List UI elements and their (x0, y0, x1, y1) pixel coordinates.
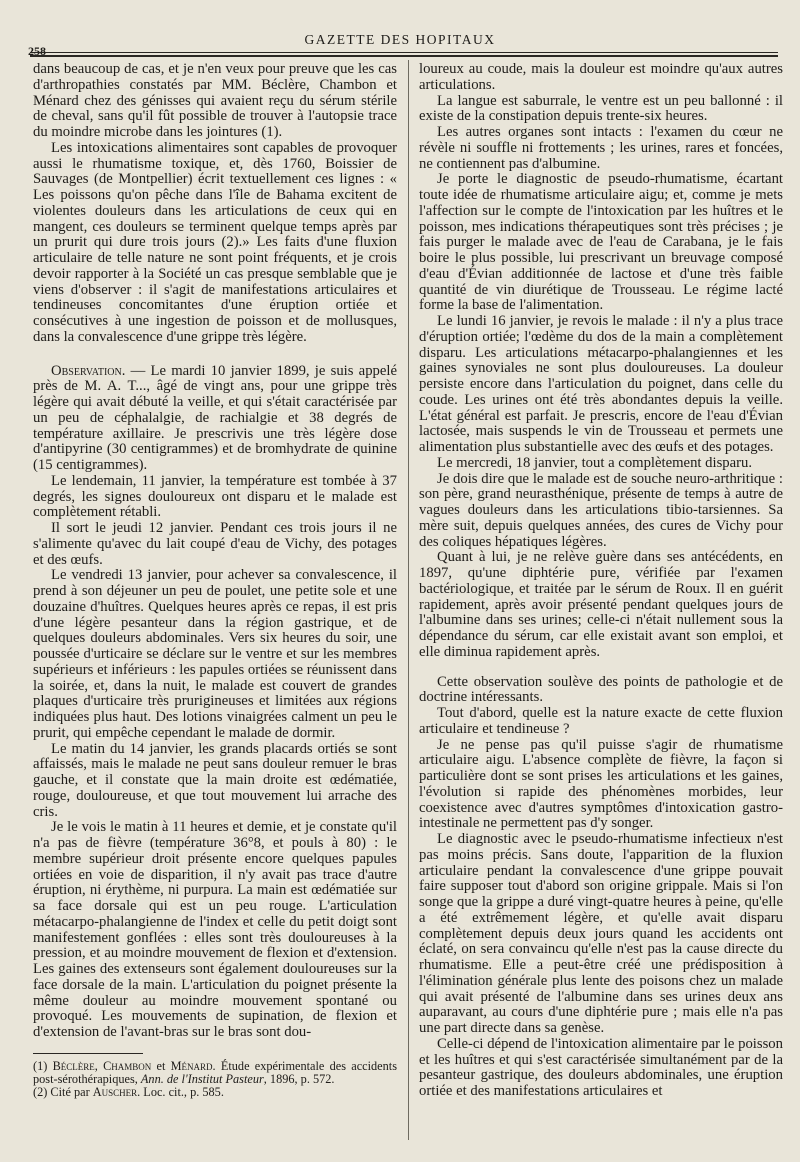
footnote-2 (33, 1086, 397, 1099)
paragraph: Cette observation soulève des points de pathologie et de doctrine intéressants. (419, 673, 783, 706)
right-column (419, 62, 783, 1100)
footnote-author: Béclère (52, 1058, 95, 1073)
paragraph: Le mercredi, 18 janvier, tout a complètement disparu. (437, 454, 753, 471)
observation-text: — Le mardi 10 janvier 1899, je suis appelé près de M. A. T..., âgé de vingt ans, pour une grippe très légère qui avait débuté la veille, et qui s'était caractérisée par un peu de céphalalgie, de rachialgie et 38 degrés de température axillaire. Je prescrivis une très légère dose d'antipyrine (30 centigrammes) et de bromhydrate de quinine (15 centigrammes). (33, 362, 397, 473)
footnote-separator: , (94, 1058, 104, 1073)
footnote-author: Auscher (92, 1084, 138, 1099)
footnote-text: . Étude expérimentale des accidents post-sérothérapiques, (33, 1058, 397, 1086)
paragraph: La langue est saburrale, le ventre est un peu ballonné : il existe de la constipation depuis trente-six heures. (419, 92, 783, 125)
paragraph: Je le vois le matin à 11 heures et demie, et je constate qu'il n'a pas de fièvre (température 36°8, et pouls à 80) : le membre supérieur droit présente encore quelques papules ortiées en voie de disparition, il n'y avait pas trace d'autre éruption, ni érythème, ni purpura. La main est œdématiée sur sa face dorsale qui est un peu rouge. L'articulation métacarpo-phalangienne de l'index et celle du petit doigt sont manifestement gonflées : elles sont très douloureuses à la pression, et au moindre mouvement de flexion et d'extension. Les gaines des extenseurs sont également douloureuses sur la face dorsale de la main. L'articulation du poignet présente la même douleur au moindre mouvement spontané ou provoqué. Les mouvements de supination, de flexion et d'extension de l'avant-bras sur le bras sont dou- (33, 819, 397, 1040)
footnote-text: (2) Cité par (33, 1084, 93, 1099)
left-column (33, 62, 397, 1099)
footnote-separator: et (151, 1058, 171, 1073)
footnote-rule (33, 1053, 143, 1054)
header-rule (30, 52, 778, 53)
paragraph: Le lendemain, 11 janvier, la température est tombée à 37 degrés, les signes douloureux ont disparu et le malade est complètement rétabli. (33, 472, 397, 521)
footnote-text: . Loc. cit., p. 585. (137, 1084, 224, 1099)
observation-label: Observation. (51, 362, 126, 379)
journal-title: GAZETTE DES HOPITAUX (304, 32, 496, 47)
footnote-marker: (1) (33, 1058, 53, 1073)
footnote-journal: Ann. de l'Institut Pasteur (140, 1071, 264, 1086)
paragraph: Celle-ci dépend de l'intoxication alimentaire par le poisson et les huîtres et qui s'est caractérisée simultanément par de la pesanteur gastrique, des douleurs abdominales, une éruption ortiée et des manifestations articulaires et (419, 1035, 783, 1099)
paragraph: Je ne pense pas qu'il puisse s'agir de rhumatisme articulaire aigu. L'absence complète de fièvre, la façon si particulière dont se sont prises les articulations et les gaines, l'évolution si rapide des phénomènes morbides, leur coexistence avec d'autres symptômes d'intoxication gastro-intestinale ne permettent pas d'y songer. (419, 736, 783, 832)
paragraph: Le matin du 14 janvier, les grands placards ortiés se sont affaissés, mais le malade ne peut sans douleur remuer le bras gauche, et il constate que la main droite est œdématiée, rouge, douloureuse, et que tout mouvement lui arrache des cris. (33, 740, 397, 820)
footnote-text: , 1896, p. 572. (263, 1071, 335, 1086)
footnote-author: Chambon (103, 1058, 152, 1073)
paragraph: Tout d'abord, quelle est la nature exacte de cette fluxion articulaire et tendineuse ? (419, 705, 783, 737)
paragraph: Le lundi 16 janvier, je revois le malade : il n'y a plus trace d'éruption ortiée; l'œdème du dos de la main a complètement disparu. Les articulations métacarpo-phalangiennes et les gaines synoviales ne sont plus douloureuses. La douleur persiste encore dans l'articulation du poignet, dans celle du coude. Les urines ont été très abondantes depuis la veille. L'état général est parfait. Je prescris, encore de l'eau d'Évian lactosée, mais suspends le vin de Trousseau et permets une alimentation plus substantielle avec des œufs et des potages. (419, 313, 783, 455)
paragraph: Les intoxications alimentaires sont capables de provoquer aussi le rhumatisme toxique, et, dès 1760, Boissier de Sauvages (de Montpellier) écrit textuellement ces lignes : « Les poissons qu'on pêche dans l'île de Bahama excitent de violentes douleurs dans les articulations de ceux qui en mangent, ces douleurs se terminent quelque temps après par un prurit qui dure trois jours (2).» Les faits d'une fluxion articulaire de telle nature ne sont point fréquents, et je crois devoir rapporter à la Société un cas presque semblable que je viens d'observer : il s'agit de manifestations articulaires et tendineuses concomitantes d'une éruption ortiée et consécutives à une ingestion de poisson et de mollusques, dans la convalescence d'une grippe très légère. (33, 139, 397, 345)
footnote-author: Ménard (170, 1058, 213, 1073)
footnote-1 (33, 1060, 397, 1086)
paragraph: Il sort le jeudi 12 janvier. Pendant ces trois jours il ne s'alimente qu'avec du lait coupé d'eau de Vichy, des potages et des œufs. (33, 520, 397, 568)
paragraph: loureux au coude, mais la douleur est moindre qu'aux autres articulations. (419, 61, 783, 93)
paragraph: Le diagnostic avec le pseudo-rhumatisme infectieux n'est pas moins précis. Sans doute, l'apparition de la fluxion articulaire pendant la convalescence d'une grippe pouvait faire supposer tout d'abord son origine grippale. Mais si l'on songe que la grippe a duré vingt-quatre heures à peine, qu'elle a été extrêmement légère, et qu'elle avait disparu complètement depuis deux jours quand les accidents ont éclaté, on sera convaincu qu'elle n'est pas la cause directe du rhumatisme. Elle a peut-être créé une prédisposition à l'élimination générale plus lente des poisons chez un malade qui avait présenté de l'albumine dans ses urines deux ans auparavant, au cours d'une diphtérie pure ; mais elle n'a pas une part directe dans sa genèse. (419, 831, 783, 1036)
paragraph: Je dois dire que le malade est de souche neuro-arthritique : son père, grand neurasthénique, présente de temps à autre de vagues douleurs dans les articulations tibio-tarsiennes. Sa mère suit, depuis quelques années, des cures de Vichy pour des coliques hépatiques légères. (419, 470, 783, 550)
paragraph: Le vendredi 13 janvier, pour achever sa convalescence, il prend à son déjeuner un peu de poulet, une petite sole et une douzaine d'huîtres. Quelques heures après ce repas, il est pris d'une légère pesanteur dans la région gastrique, et de quelques douleurs abdominales. Vers six heures du soir, une poussée d'urticaire se déclare sur le ventre et sur les membres supérieurs et inférieurs : les papules ortiées se réunissent dans la soirée, et, dans la nuit, le malade est couvert de grandes plaques d'urticaire très prurigineuses et limitées aux régions indiquées plus haut. Des lotions vinaigrées calment un peu le prurit, qui empêche cependant le malade de dormir. (33, 567, 397, 741)
page-number: 258 (28, 44, 46, 58)
paragraph: dans beaucoup de cas, et je n'en veux pour preuve que les cas d'arthropathies constatés par MM. Béclère, Chambon et Ménard chez des génisses qui avaient reçu du sérum stérile de cheval, sans qu'il fût possible de trouver à l'autopsie trace du moindre microbe dans les jointures (1). (33, 61, 397, 140)
paragraph: Quant à lui, je ne relève guère dans ses antécédents, en 1897, qu'une diphtérie pure, vérifiée par l'examen bactériologique, et traitée par le sérum de Roux. Il en guérit rapidement, après avoir présenté pendant quelques jours de l'albumine dans ses urines; celle-ci n'était nullement sous la dépendance du sérum, car elle existait avant son emploi, et elle diminua rapidement après. (419, 549, 783, 660)
column-divider (408, 60, 409, 1140)
observation-paragraph (33, 364, 397, 474)
header-rule-thick (30, 55, 778, 57)
paragraph: Je porte le diagnostic de pseudo-rhumatisme, écartant toute idée de rhumatisme articulaire aigu; et, comme je mets l'affection sur le compte de l'intoxication par les huîtres et le poisson, mes indications thérapeutiques sont très précises ; je fais purger le malade avec de l'eau de Carabana, je le fais boire le plus possible, lui prescrivant un breuvage composé d'eau d'Évian additionnée de lactose et d'une très faible quantité de vin diurétique de Trousseau. Le régime lacté forme la base de l'alimentation. (419, 171, 783, 314)
paragraph: Les autres organes sont intacts : l'examen du cœur ne révèle ni souffle ni frottements ; les urines, rares et foncées, ne contiennent pas d'albumine. (419, 124, 783, 172)
footnotes (33, 1060, 397, 1099)
